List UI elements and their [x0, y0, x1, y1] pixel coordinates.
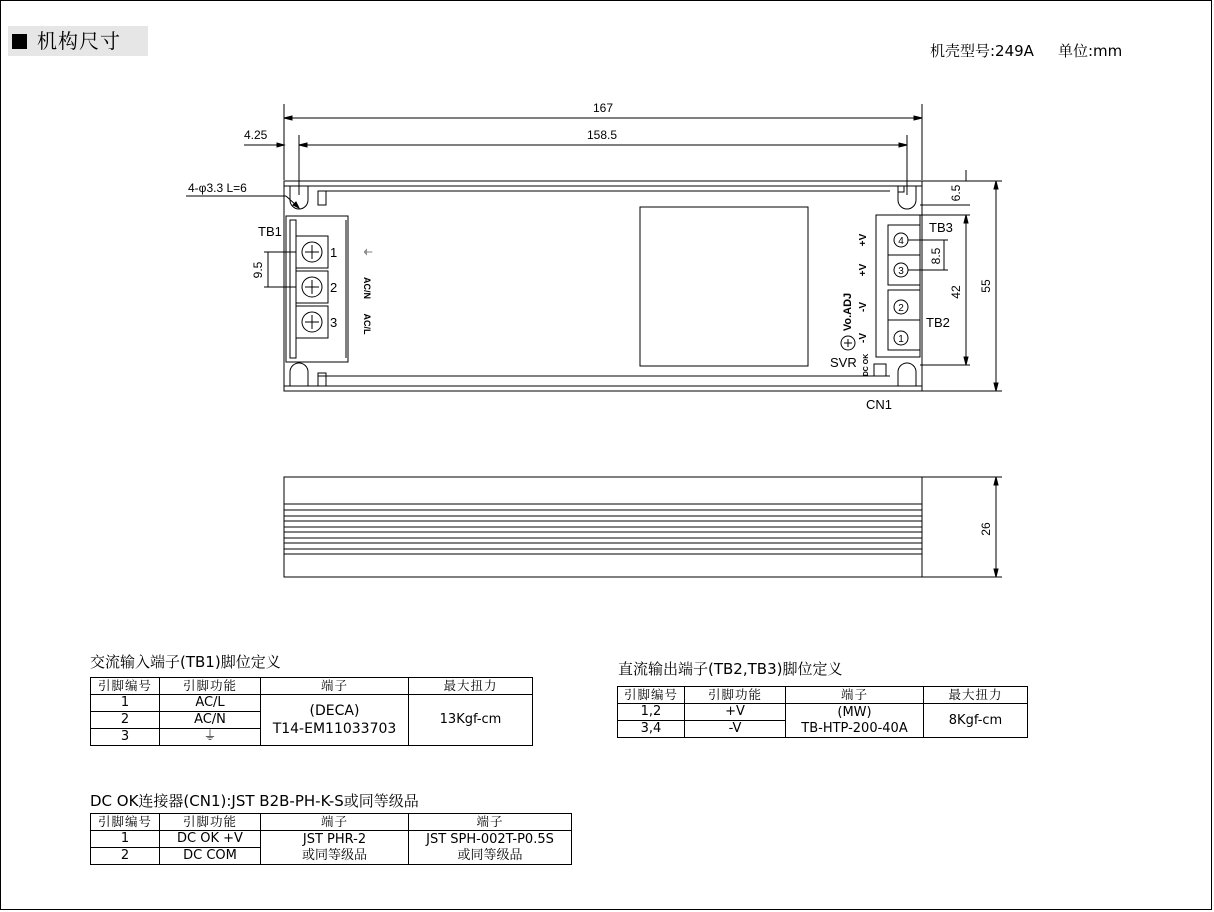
out-func-1: -V: [858, 333, 869, 343]
dc-torque-cell: 8Kgf-cm: [924, 704, 1028, 738]
cn1-label: CN1: [866, 397, 893, 412]
ac-torque-cell: 13Kgf-cm: [409, 695, 533, 746]
dc-header-function: 引脚功能: [685, 687, 786, 704]
tb3-label: TB3: [929, 220, 953, 235]
hole-note: [186, 181, 299, 208]
svr-label: SVR: [830, 355, 857, 370]
tb1-pitch-text: 9.5: [251, 261, 265, 279]
section-title: 机构尺寸: [8, 26, 148, 56]
ac-header-function: 引脚功能: [160, 678, 261, 695]
dim-55-text: 55: [979, 279, 993, 293]
unit-label: 单位:mm: [1057, 42, 1123, 60]
dc-header-pin: 引脚编号: [618, 687, 685, 704]
table-row: 1 AC/L (DECA) T14-EM11033703 13Kgf-cm: [91, 695, 533, 712]
mount-slot-br: [898, 363, 916, 386]
dim-158-5-text: 158.5: [586, 128, 618, 142]
ac-table-title: 交流输入端子(TB1)脚位定义: [90, 653, 281, 671]
dcok-housing-cell: JST PHR-2 或同等级品: [261, 831, 409, 865]
out-pin-1: 1: [898, 334, 904, 345]
case-model: 机壳型号:249A: [930, 42, 1034, 60]
table-row: 1,2 +V (MW) TB-HTP-200-40A 8Kgf-cm: [618, 704, 1028, 721]
tb1-pin-2: 2: [330, 280, 338, 295]
dcok-pin-table: [90, 813, 572, 865]
mount-slot-bl: [290, 363, 308, 386]
side-view-chassis: [284, 477, 1002, 577]
ac-pin-table: [90, 677, 533, 746]
dimension-158-5: [299, 128, 907, 195]
table-row: 3 ⏚: [91, 729, 533, 746]
table-row: 3,4 -V: [618, 721, 1028, 738]
dcok-header-pin: 引脚编号: [91, 814, 160, 831]
tb1-pin-1: 1: [330, 245, 338, 260]
out-func-3: +V: [858, 263, 869, 277]
tb1-label: TB1: [258, 224, 282, 239]
dimension-right: [920, 170, 1002, 391]
tb2-tb3-terminal-block: [830, 215, 953, 412]
hole-note-text: 4-φ3.3 L=6: [188, 181, 247, 195]
tb1-terminal-block: [251, 216, 373, 362]
dim-26-text: 26: [979, 522, 993, 536]
dim-4-25-text: 4.25: [244, 128, 268, 142]
table-row: 1 DC OK +V JST PHR-2 或同等级品 JST SPH-002T-P0.5S 或同等级品: [91, 831, 572, 848]
tb1-func-fg: ⏚: [361, 247, 372, 257]
ac-header-torque: 最大扭力: [409, 678, 533, 695]
ac-terminal-cell: (DECA) T14-EM11033703: [261, 695, 409, 746]
dim-6-5-text: 6.5: [949, 184, 963, 202]
vo-adj-label: Vo.ADJ: [842, 292, 854, 332]
table-row: 2 AC/N: [91, 712, 533, 729]
out-pin-3: 3: [898, 266, 904, 277]
dcok-header-contact: 端子: [409, 814, 572, 831]
dcok-header-housing: 端子: [261, 814, 409, 831]
dc-header-terminal: 端子: [786, 687, 924, 704]
ac-header-terminal: 端子: [261, 678, 409, 695]
out-pin-2: 2: [898, 303, 904, 314]
top-view-chassis: [284, 181, 922, 391]
dc-ok-label: DC OK: [863, 353, 870, 377]
tb1-func-acn: AC/N: [362, 277, 372, 299]
dcok-contact-cell: JST SPH-002T-P0.5S 或同等级品: [409, 831, 572, 865]
dim-42-text: 42: [949, 285, 963, 299]
table-row: 2 DC COM: [91, 848, 572, 865]
ac-header-pin: 引脚编号: [91, 678, 160, 695]
tb3-pitch-text: 8.5: [929, 247, 943, 265]
cn1-connector: [874, 364, 886, 376]
label-area: [640, 207, 808, 366]
dc-table-title: 直流输出端子(TB2,TB3)脚位定义: [618, 660, 843, 678]
out-func-2: -V: [858, 302, 869, 312]
dim-167-text: 167: [592, 101, 614, 115]
dc-header-torque: 最大扭力: [924, 687, 1028, 704]
tb2-label: TB2: [926, 315, 950, 330]
dcok-table-title: DC OK连接器(CN1):JST B2B-PH-K-S或同等级品: [90, 792, 419, 810]
tb1-func-acl: AC/L: [362, 313, 372, 335]
dc-pin-table: [617, 686, 1028, 738]
dc-terminal-cell: (MW) TB-HTP-200-40A: [786, 704, 924, 738]
dcok-header-function: 引脚功能: [160, 814, 261, 831]
out-pin-4: 4: [898, 236, 904, 247]
out-func-4: +V: [858, 233, 869, 247]
tb1-pin-3: 3: [330, 315, 338, 330]
